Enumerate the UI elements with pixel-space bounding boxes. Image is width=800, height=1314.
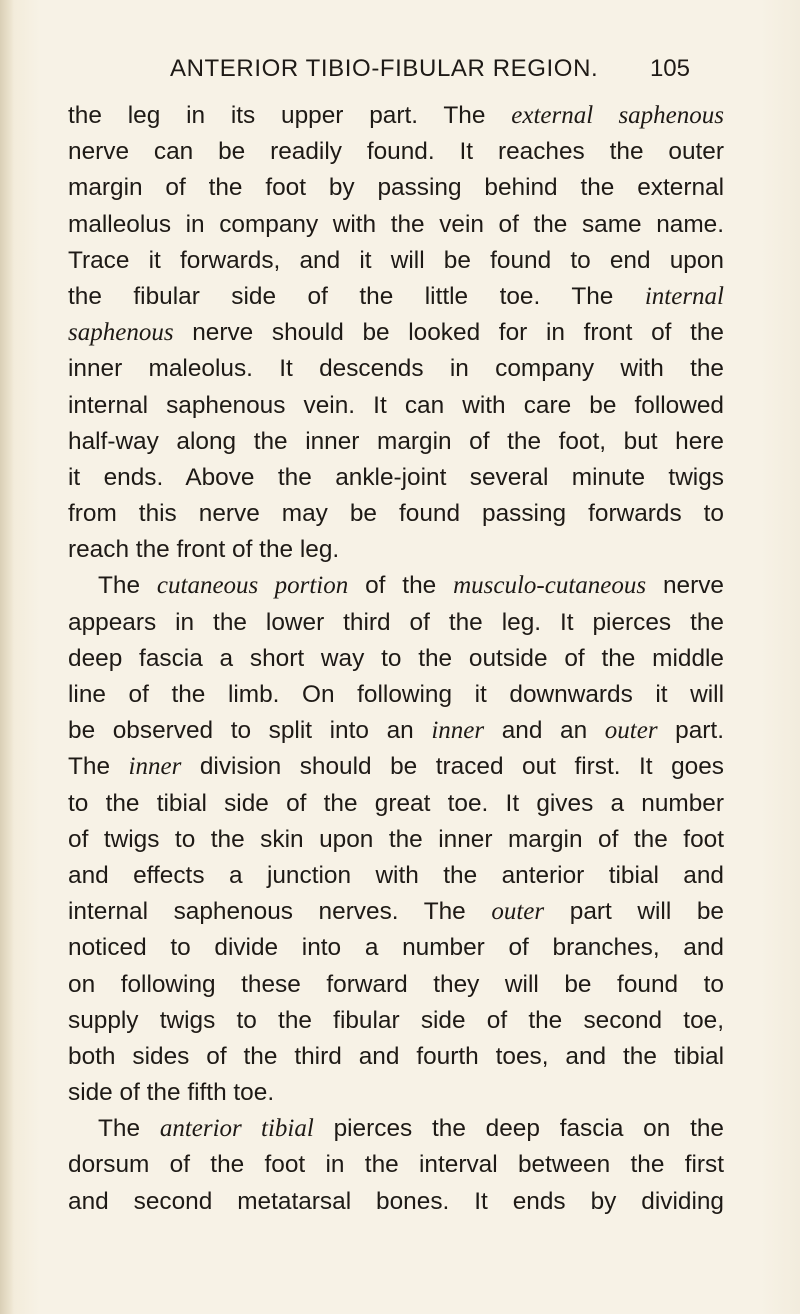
text-line: and second metatarsal bones. It ends by dividing xyxy=(68,1187,724,1215)
text-line: reach the front of the leg. xyxy=(68,536,340,564)
text-line: inner maleolus. It descends in company with the xyxy=(68,355,724,383)
text-line: and effects a junction with the anterior tibial and xyxy=(68,861,724,889)
text-line: it ends. Above the ankle-joint several minute twigs xyxy=(68,463,724,491)
text-line: malleolus in company with the vein of the same name. xyxy=(68,210,724,238)
text-line: both sides of the third and fourth toes, and the tibial xyxy=(68,1042,724,1070)
text-line: nerve can be readily found. It reaches the outer xyxy=(68,138,724,166)
text-line: be observed to split into an inner and an outer part. xyxy=(68,717,724,745)
text-line: side of the fifth toe. xyxy=(68,1079,275,1107)
running-head: ANTERIOR TIBIO-FIBULAR REGION. xyxy=(170,55,599,82)
text-line: from this nerve may be found passing forwards to xyxy=(68,500,724,528)
text-line: The anterior tibial pierces the deep fascia on the xyxy=(98,1115,724,1143)
page-header xyxy=(170,55,690,85)
text-line: saphenous nerve should be looked for in front of the xyxy=(68,319,724,347)
text-line: appears in the lower third of the leg. It pierces the xyxy=(68,608,724,636)
text-line: of twigs to the skin upon the inner margin of the foot xyxy=(68,825,724,853)
page-number: 105 xyxy=(649,55,690,82)
text-line: to the tibial side of the great toe. It gives a number xyxy=(68,789,724,817)
page-gutter xyxy=(0,0,14,1314)
text-line: the leg in its upper part. The external saphenous xyxy=(68,102,724,129)
text-line: internal saphenous nerves. The outer part will be xyxy=(68,898,724,926)
text-line: noticed to divide into a number of branches, and xyxy=(68,934,724,962)
text-line: dorsum of the foot in the interval between the first xyxy=(68,1151,724,1179)
text-line: the fibular side of the little toe. The internal xyxy=(68,282,724,310)
body-text xyxy=(68,98,724,1220)
text-line: internal saphenous vein. It can with care be followed xyxy=(68,391,724,419)
text-line: supply twigs to the fibular side of the second toe, xyxy=(68,1006,724,1034)
text-line: deep fascia a short way to the outside of the middle xyxy=(68,644,724,672)
text-line: half-way along the inner margin of the foot, but here xyxy=(68,427,724,455)
text-line: Trace it forwards, and it will be found to end upon xyxy=(68,246,724,274)
text-line: on following these forward they will be found to xyxy=(68,970,724,998)
text-line: margin of the foot by passing behind the external xyxy=(68,174,724,202)
text-line: line of the limb. On following it downwards it will xyxy=(68,681,724,708)
text-line: The inner division should be traced out first. It goes xyxy=(68,753,724,781)
text-line: The cutaneous portion of the musculo-cutaneous nerve xyxy=(98,572,724,600)
